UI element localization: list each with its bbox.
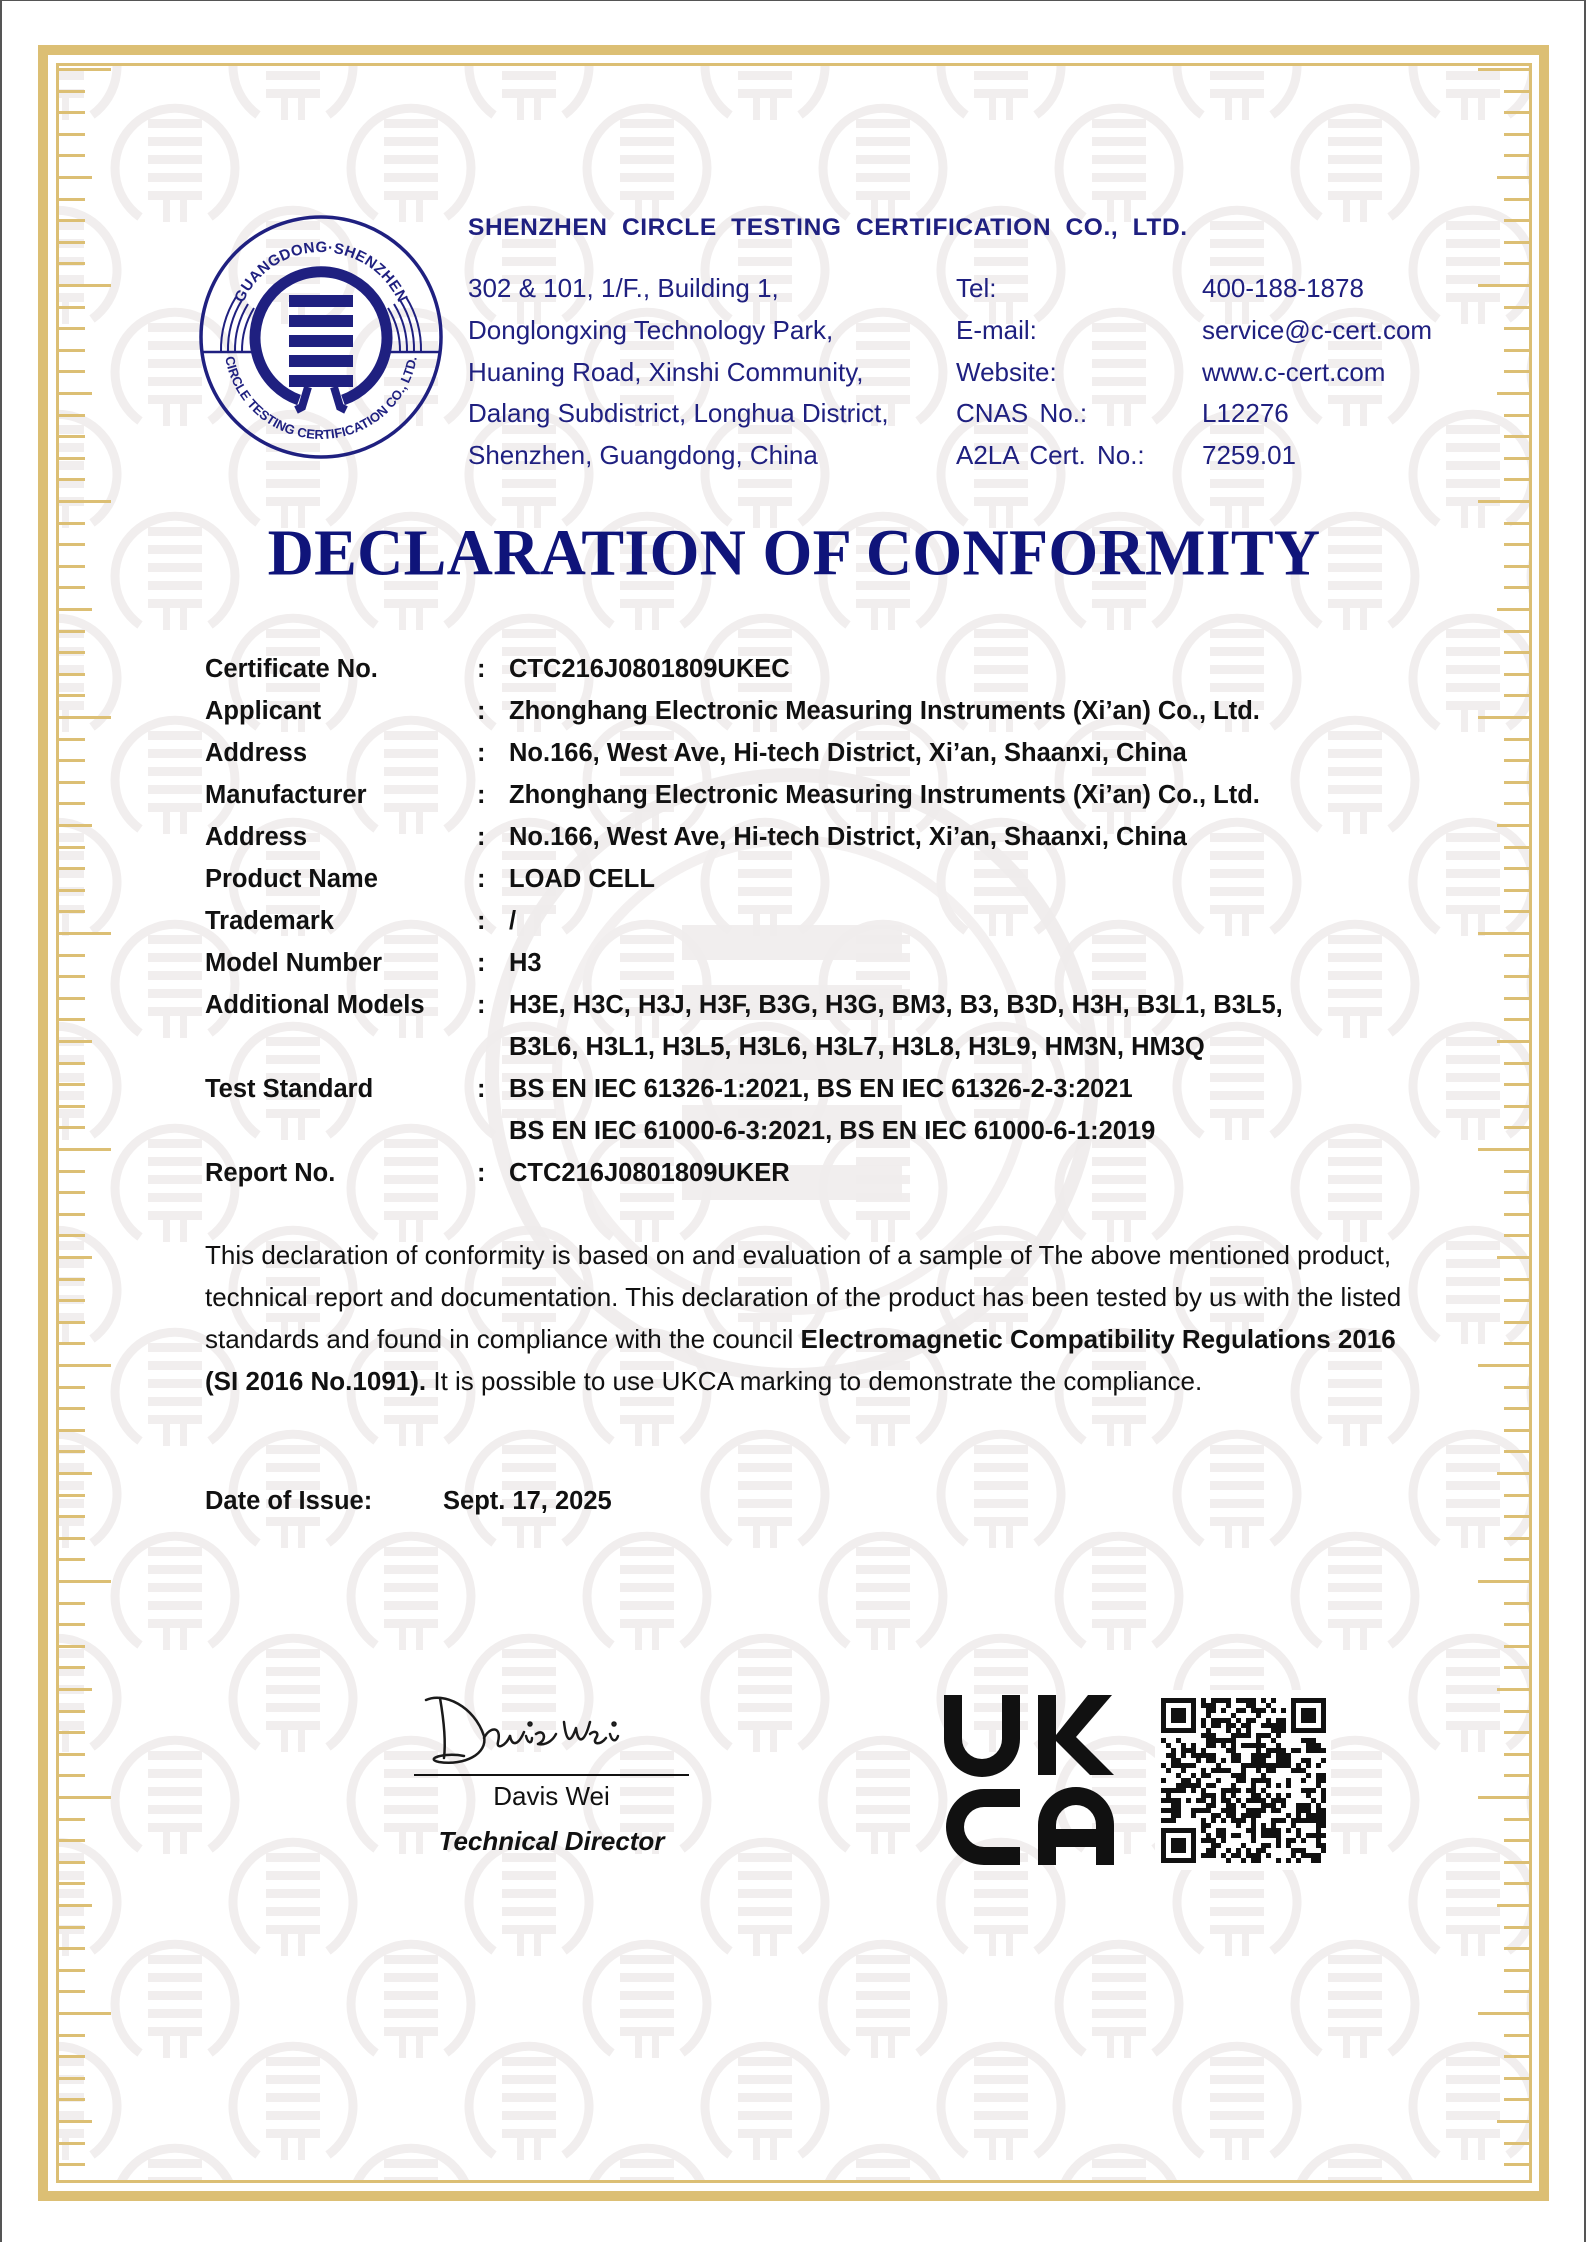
field-value-line: BS EN IEC 61000-6-3:2021, BS EN IEC 61000-6-1:2019 — [509, 1117, 1156, 1145]
ruler-tick — [1504, 414, 1530, 417]
ruler-tick — [59, 1083, 85, 1086]
field-row — [205, 942, 1283, 984]
contact-cnas — [956, 393, 1432, 435]
ruler-tick — [59, 1969, 85, 1972]
ruler-tick — [1478, 1580, 1530, 1583]
ruler-tick — [1504, 1710, 1530, 1713]
field-value-line: / — [509, 907, 517, 935]
ruler-tick — [59, 1731, 85, 1734]
ruler-tick — [1504, 846, 1530, 849]
ruler-tick — [1504, 1645, 1530, 1648]
ruler-tick — [1504, 1213, 1530, 1216]
ruler-tick — [59, 1040, 92, 1043]
ruler-tick — [59, 241, 85, 244]
address-line: Shenzhen, Guangdong, China — [468, 440, 818, 471]
ruler-tick — [59, 759, 85, 762]
field-row — [205, 816, 1283, 858]
ruler-tick — [59, 392, 92, 395]
right-ruler-ticks — [1470, 66, 1530, 2180]
ruler-tick — [59, 1926, 85, 1929]
field-row — [205, 774, 1283, 816]
field-value — [509, 1152, 790, 1194]
ruler-tick — [59, 997, 85, 1000]
ruler-tick — [1497, 2120, 1530, 2123]
handwritten-signature-icon — [414, 1686, 689, 1776]
ruler-tick — [1504, 630, 1530, 633]
ruler-tick — [1504, 1450, 1530, 1453]
ruler-tick — [1504, 2098, 1530, 2101]
ruler-tick — [59, 262, 85, 265]
ruler-tick — [1497, 608, 1530, 611]
ruler-tick — [1497, 1040, 1530, 1043]
ruler-tick — [1478, 932, 1530, 935]
ruler-tick — [59, 694, 85, 697]
field-row — [205, 1068, 1283, 1152]
ruler-tick — [1504, 867, 1530, 870]
ruler-tick — [1504, 1299, 1530, 1302]
ruler-tick — [59, 284, 111, 287]
ruler-tick — [1504, 1494, 1530, 1497]
ruler-tick — [59, 1494, 85, 1497]
field-value — [509, 984, 1283, 1068]
ruler-tick — [1504, 1126, 1530, 1129]
ruler-tick — [59, 889, 85, 892]
field-label: Test Standard — [205, 1075, 374, 1103]
ruler-tick — [59, 738, 85, 741]
ruler-tick — [1504, 154, 1530, 157]
contact-label: A2LA Cert. No.: — [956, 440, 1145, 471]
issue-date-row — [205, 1487, 612, 1516]
contact-value: L12276 — [1202, 398, 1289, 429]
field-value-line: Zhonghang Electronic Measuring Instruments (Xi’an) Co., Ltd. — [509, 781, 1260, 809]
ruler-tick — [59, 954, 85, 957]
contact-label: Website: — [956, 356, 1057, 387]
ruler-tick — [59, 1364, 111, 1367]
ruler-tick — [59, 349, 85, 352]
field-separator: : — [477, 781, 486, 809]
ruler-tick — [1504, 111, 1530, 114]
ruler-tick — [59, 1407, 85, 1410]
ruler-tick — [59, 1645, 85, 1648]
issue-date-value: Sept. 17, 2025 — [443, 1487, 612, 1515]
field-value-line: H3E, H3C, H3J, H3F, B3G, H3G, BM3, B3, B3D, H3H, B3L1, B3L5, — [509, 991, 1283, 1019]
ruler-tick — [1478, 500, 1530, 503]
field-value-line: LOAD CELL — [509, 865, 655, 893]
field-separator: : — [477, 1075, 486, 1103]
field-row — [205, 900, 1283, 942]
field-label: Address — [205, 823, 308, 851]
ruler-tick — [59, 2120, 92, 2123]
ruler-tick — [59, 198, 85, 201]
ruler-tick — [59, 1105, 85, 1108]
ruler-tick — [1504, 262, 1530, 265]
issuer-company-name: SHENZHEN CIRCLE TESTING CERTIFICATION CO., LTD. — [468, 214, 1188, 241]
ruler-tick — [1478, 2012, 1530, 2015]
ruler-tick — [1504, 1170, 1530, 1173]
field-label: Manufacturer — [205, 781, 367, 809]
ruler-tick — [59, 68, 111, 71]
field-separator: : — [477, 739, 486, 767]
ruler-tick — [1504, 2142, 1530, 2145]
contact-label: Tel: — [956, 273, 997, 303]
ruler-tick — [59, 975, 85, 978]
ruler-tick — [1504, 241, 1530, 244]
ruler-tick — [1478, 1148, 1530, 1151]
ruler-tick — [59, 154, 85, 157]
ruler-tick — [59, 1558, 85, 1561]
ruler-tick — [1504, 1062, 1530, 1065]
ruler-tick — [1504, 1386, 1530, 1389]
field-value — [509, 1068, 1155, 1152]
left-ruler-ticks — [59, 66, 119, 2180]
ruler-tick — [1504, 1083, 1530, 1086]
ruler-tick — [59, 176, 92, 179]
ruler-tick — [1504, 198, 1530, 201]
ruler-tick — [59, 2163, 85, 2166]
ruler-tick — [59, 1839, 85, 1842]
ruler-tick — [59, 500, 111, 503]
field-value — [509, 774, 1260, 816]
ruler-tick — [59, 478, 85, 481]
ruler-tick — [1504, 327, 1530, 330]
ruler-tick — [59, 824, 92, 827]
ruler-tick — [1478, 1364, 1530, 1367]
ruler-tick — [59, 1256, 92, 1259]
ruler-tick — [1504, 1018, 1530, 1021]
ruler-tick — [59, 932, 111, 935]
issuer-contacts — [956, 268, 1432, 477]
ruler-tick — [59, 2098, 85, 2101]
field-value-line: No.166, West Ave, Hi-tech District, Xi’an, Shaanxi, China — [509, 739, 1187, 767]
field-value-line: H3 — [509, 949, 542, 977]
ruler-tick — [59, 1429, 85, 1432]
ruler-tick — [59, 370, 85, 373]
field-label: Applicant — [205, 697, 322, 725]
ruler-tick — [1504, 1861, 1530, 1864]
ruler-tick — [59, 306, 85, 309]
svg-text:CIRCLE TESTING CERTIFICATION C — [222, 355, 420, 442]
ruler-tick — [1504, 1537, 1530, 1540]
field-value-line: No.166, West Ave, Hi-tech District, Xi’an, Shaanxi, China — [509, 823, 1187, 851]
field-value-line: CTC216J0801809UKER — [509, 1159, 790, 1187]
ruler-tick — [1504, 1731, 1530, 1734]
ruler-tick — [59, 1947, 85, 1950]
ruler-tick — [59, 1796, 111, 1799]
signature-line — [414, 1774, 689, 1776]
ruler-tick — [1504, 1947, 1530, 1950]
ruler-tick — [59, 1818, 85, 1821]
conformity-statement — [205, 1234, 1405, 1402]
ruler-tick — [59, 1990, 85, 1993]
field-label: Certificate No. — [205, 655, 378, 683]
ruler-tick — [59, 1321, 85, 1324]
certificate-fields — [205, 648, 1283, 1194]
field-separator: : — [477, 823, 486, 851]
ruler-tick — [1504, 1234, 1530, 1237]
field-separator: : — [477, 1159, 486, 1187]
ruler-tick — [1504, 1321, 1530, 1324]
ruler-tick — [59, 1537, 85, 1540]
ruler-tick — [1504, 1926, 1530, 1929]
ruler-tick — [59, 2077, 85, 2080]
document-title: DECLARATION OF CONFORMITY — [267, 516, 1321, 589]
field-value — [509, 648, 790, 690]
ruler-tick — [1504, 1818, 1530, 1821]
ruler-tick — [1504, 673, 1530, 676]
ruler-tick — [1504, 1602, 1530, 1605]
ruler-tick — [1504, 435, 1530, 438]
field-row — [205, 732, 1283, 774]
ruler-tick — [59, 1170, 85, 1173]
ruler-tick — [1504, 457, 1530, 460]
field-value — [509, 900, 516, 942]
ruler-tick — [59, 1515, 85, 1518]
issuer-address — [468, 268, 889, 477]
logo-ring-bottom-text: CIRCLE TESTING CERTIFICATION CO., LTD. — [222, 354, 420, 443]
ruler-tick — [1504, 349, 1530, 352]
address-line: Huaning Road, Xinshi Community, — [468, 356, 864, 387]
address-line: Donglongxing Technology Park, — [468, 314, 834, 345]
ruler-tick — [1504, 759, 1530, 762]
ruler-tick — [59, 1580, 111, 1583]
ruler-tick — [1504, 1429, 1530, 1432]
ruler-tick — [59, 1710, 85, 1713]
ruler-tick — [59, 867, 85, 870]
ruler-tick — [59, 1882, 85, 1885]
ruler-tick — [59, 630, 85, 633]
field-label: Address — [205, 739, 308, 767]
field-value — [509, 690, 1260, 732]
contact-label: E-mail: — [956, 314, 1037, 345]
ruler-tick — [1504, 2163, 1530, 2166]
ruler-tick — [1504, 738, 1530, 741]
field-label: Report No. — [205, 1159, 336, 1187]
contact-value: 7259.01 — [1202, 440, 1296, 471]
address-line: Dalang Subdistrict, Longhua District, — [468, 398, 889, 429]
issue-date-label: Date of Issue: — [205, 1487, 373, 1515]
ruler-tick — [1504, 997, 1530, 1000]
field-label: Model Number — [205, 949, 383, 977]
field-separator: : — [477, 991, 486, 1019]
ruler-tick — [59, 1688, 92, 1691]
ruler-tick — [59, 1450, 85, 1453]
ruler-tick — [1497, 824, 1530, 827]
ruler-tick — [59, 781, 85, 784]
field-separator: : — [477, 907, 486, 935]
ruler-tick — [1504, 1990, 1530, 1993]
contact-tel — [956, 268, 1432, 310]
ruler-tick — [1504, 90, 1530, 93]
ruler-tick — [59, 608, 92, 611]
ruler-tick — [59, 1666, 85, 1669]
ruler-tick — [59, 1861, 85, 1864]
ruler-tick — [59, 1774, 85, 1777]
ruler-tick — [1504, 802, 1530, 805]
ruler-tick — [59, 2034, 85, 2037]
ruler-tick — [1504, 1753, 1530, 1756]
ruler-tick — [1504, 1191, 1530, 1194]
field-row — [205, 858, 1283, 900]
ruler-tick — [59, 1386, 85, 1389]
ruler-tick — [1504, 478, 1530, 481]
contact-value: www.c-cert.com — [1202, 356, 1386, 387]
ruler-tick — [1497, 1472, 1530, 1475]
ruler-tick — [59, 111, 85, 114]
field-separator: : — [477, 655, 486, 683]
ruler-tick — [59, 1126, 85, 1129]
contact-value: service@c-cert.com — [1202, 314, 1433, 345]
statement-regulation: Electromagnetic Compatibility Regulations 2016 (SI 2016 No.1091). — [205, 1324, 1396, 1396]
qr-code-icon[interactable] — [1155, 1690, 1331, 1870]
field-value — [509, 858, 655, 900]
ruler-tick — [1504, 219, 1530, 222]
field-value-line: CTC216J0801809UKEC — [509, 655, 790, 683]
field-value-line: BS EN IEC 61326-1:2021, BS EN IEC 61326-2-3:2021 — [509, 1075, 1133, 1103]
signatory-title: Technical Director — [438, 1826, 665, 1856]
ruler-tick — [59, 1472, 92, 1475]
ruler-tick — [59, 1213, 85, 1216]
field-value-line: Zhonghang Electronic Measuring Instruments (Xi’an) Co., Ltd. — [509, 697, 1260, 725]
address-line: 302 & 101, 1/F., Building 1, — [468, 273, 779, 303]
ruler-tick — [1504, 1342, 1530, 1345]
logo-ring-top-text: GUANGDONG·SHENZHEN — [231, 238, 411, 306]
ukca-mark-icon — [944, 1695, 1114, 1865]
contact-email — [956, 310, 1432, 352]
field-separator: : — [477, 865, 486, 893]
ruler-tick — [59, 1234, 85, 1237]
company-logo-icon — [196, 212, 446, 462]
ruler-tick — [59, 2012, 111, 2015]
field-row — [205, 648, 1283, 690]
ruler-tick — [1504, 1666, 1530, 1669]
ruler-tick — [59, 1062, 85, 1065]
ruler-tick — [1504, 910, 1530, 913]
ruler-tick — [1504, 954, 1530, 957]
field-value-line: B3L6, H3L1, H3L5, H3L6, H3L7, H3L8, H3L9, HM3N, HM3Q — [509, 1033, 1205, 1061]
ruler-tick — [59, 435, 85, 438]
contact-label: CNAS No.: — [956, 398, 1088, 429]
field-value — [509, 942, 542, 984]
ruler-tick — [1504, 1278, 1530, 1281]
ruler-tick — [1504, 651, 1530, 654]
ruler-tick — [1504, 2034, 1530, 2037]
ruler-tick — [59, 1342, 85, 1345]
ruler-tick — [1497, 1904, 1530, 1907]
ruler-tick — [1504, 370, 1530, 373]
field-row — [205, 1152, 1283, 1194]
ruler-tick — [59, 1018, 85, 1021]
ruler-tick — [1497, 1688, 1530, 1691]
ruler-tick — [59, 802, 85, 805]
field-separator: : — [477, 697, 486, 725]
ruler-tick — [1497, 392, 1530, 395]
field-label: Additional Models — [205, 991, 425, 1019]
contact-value: 400-188-1878 — [1202, 273, 1364, 303]
ruler-tick — [1478, 716, 1530, 719]
ruler-tick — [1504, 2077, 1530, 2080]
ruler-tick — [59, 1191, 85, 1194]
ruler-tick — [59, 1299, 85, 1302]
ruler-tick — [59, 90, 85, 93]
contact-website — [956, 352, 1432, 394]
ruler-tick — [59, 1753, 85, 1756]
ruler-tick — [59, 1602, 85, 1605]
ruler-tick — [59, 1904, 92, 1907]
ruler-tick — [1504, 133, 1530, 136]
ruler-tick — [1478, 284, 1530, 287]
ruler-tick — [59, 219, 85, 222]
ruler-tick — [1504, 1839, 1530, 1842]
ruler-tick — [1504, 1882, 1530, 1885]
ruler-tick — [1504, 1558, 1530, 1561]
contact-a2la — [956, 435, 1432, 477]
ruler-tick — [1504, 1969, 1530, 1972]
ruler-tick — [59, 910, 85, 913]
field-value — [509, 816, 1187, 858]
ruler-tick — [59, 133, 85, 136]
statement-text: This declaration of conformity is based on and evaluation of a sample of The above mentioned product, technical report and documentation. This declaration of the product has been tested by us with the listed standards and found in compliance with the council — [205, 1240, 1402, 1354]
field-row — [205, 690, 1283, 732]
ruler-tick — [59, 1278, 85, 1281]
ruler-tick — [1504, 889, 1530, 892]
field-value — [509, 732, 1187, 774]
field-label: Trademark — [205, 907, 334, 935]
field-label: Product Name — [205, 865, 378, 893]
ruler-tick — [59, 1148, 111, 1151]
ruler-tick — [1478, 1796, 1530, 1799]
ruler-tick — [59, 1623, 85, 1626]
ruler-tick — [1497, 1256, 1530, 1259]
statement-text-end: It is possible to use UKCA marking to demonstrate the compliance. — [426, 1366, 1203, 1396]
ruler-tick — [1504, 781, 1530, 784]
ruler-tick — [1504, 1774, 1530, 1777]
ruler-tick — [59, 673, 85, 676]
field-row — [205, 984, 1283, 1068]
field-separator: : — [477, 949, 486, 977]
signatory-name: Davis Wei — [493, 1781, 610, 1811]
ruler-tick — [59, 716, 111, 719]
ruler-tick — [1497, 176, 1530, 179]
ruler-tick — [1504, 975, 1530, 978]
ruler-tick — [1504, 1623, 1530, 1626]
ruler-tick — [59, 457, 85, 460]
ruler-tick — [59, 2055, 85, 2058]
ruler-tick — [1504, 1407, 1530, 1410]
ruler-tick — [1504, 1515, 1530, 1518]
ruler-tick — [1504, 1105, 1530, 1108]
ruler-tick — [1478, 68, 1530, 71]
ruler-tick — [59, 651, 85, 654]
ruler-tick — [1504, 694, 1530, 697]
ruler-tick — [1504, 306, 1530, 309]
ruler-tick — [1504, 2055, 1530, 2058]
ruler-tick — [59, 327, 85, 330]
ruler-tick — [59, 414, 85, 417]
ruler-tick — [59, 846, 85, 849]
ruler-tick — [59, 2142, 85, 2145]
